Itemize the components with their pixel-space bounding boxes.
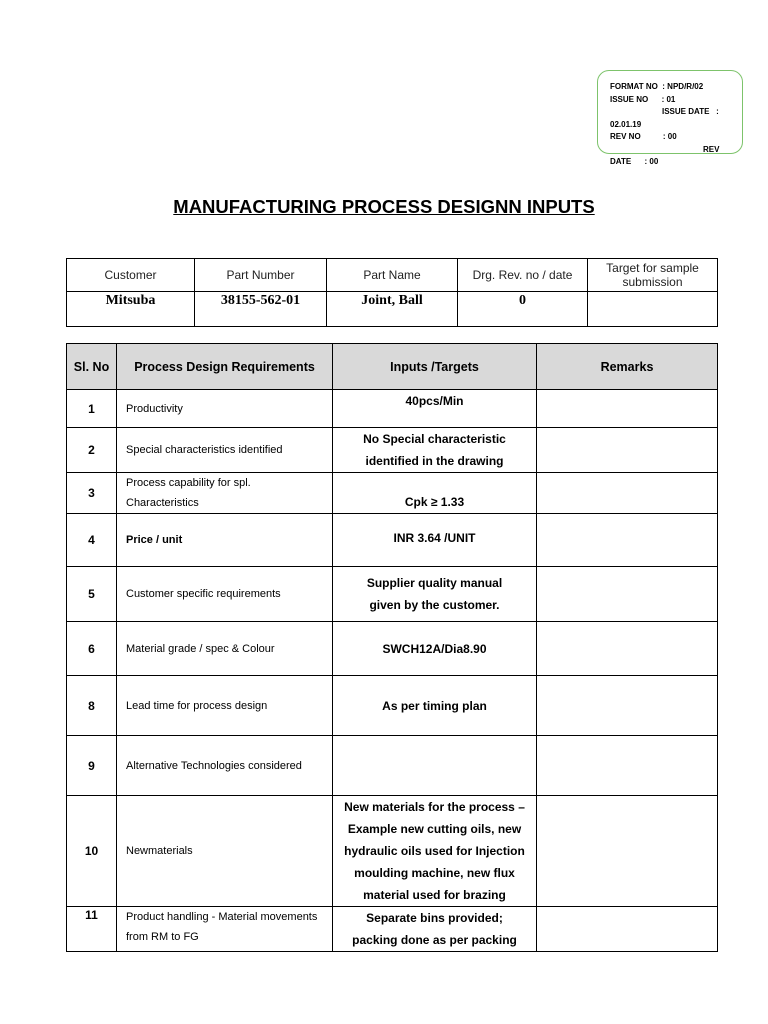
- document-title: MANUFACTURING PROCESS DESIGNN INPUTS: [173, 196, 595, 217]
- rev-no-line: REV NO : 00: [610, 132, 677, 141]
- format-no-line: FORMAT NO : NPD/R/02: [610, 82, 704, 91]
- value-part-number: 38155-562-01: [195, 292, 327, 327]
- row-remarks: [537, 796, 718, 907]
- row-requirement: Price / unit: [117, 514, 333, 567]
- row-remarks: [537, 622, 718, 676]
- value-customer: Mitsuba: [67, 292, 195, 327]
- row-input: Supplier quality manual given by the customer.: [333, 567, 537, 622]
- header-part-name: Part Name: [327, 259, 458, 292]
- row-remarks: [537, 676, 718, 736]
- row-input: SWCH12A/Dia8.90: [333, 622, 537, 676]
- row-requirement: Customer specific requirements: [117, 567, 333, 622]
- row-remarks: [537, 473, 718, 514]
- row-input: As per timing plan: [333, 676, 537, 736]
- customer-info-table: [66, 258, 718, 327]
- row-sl: 4: [67, 514, 117, 567]
- process-design-inputs-table: [66, 343, 718, 952]
- row-sl: 8: [67, 676, 117, 736]
- row-input: INR 3.64 /UNIT: [333, 514, 537, 567]
- main-table-header: [67, 344, 718, 390]
- row-sl: 6: [67, 622, 117, 676]
- table-row: [67, 390, 718, 428]
- row-remarks: [537, 514, 718, 567]
- row-remarks: [537, 567, 718, 622]
- row-remarks: [537, 736, 718, 796]
- row-sl: 1: [67, 390, 117, 428]
- table-row: [67, 676, 718, 736]
- rev-date-value: DATE : 00: [610, 157, 659, 166]
- row-requirement: Product handling - Material movements from RM to FG: [117, 907, 333, 952]
- row-sl: 3: [67, 473, 117, 514]
- row-input: New materials for the process – Example new cutting oils, new hydraulic oils used for Injection moulding machine, new flux material used for brazing: [333, 796, 537, 907]
- row-sl: 11: [67, 907, 117, 952]
- value-part-name: Joint, Ball: [327, 292, 458, 327]
- row-input: [333, 736, 537, 796]
- table-row: [67, 736, 718, 796]
- row-sl: 5: [67, 567, 117, 622]
- document-title-wrapper: [0, 196, 768, 218]
- rev-date-label: REV: [703, 145, 720, 154]
- row-remarks: [537, 390, 718, 428]
- row-requirement: Process capability for spl. Characteristics: [117, 473, 333, 514]
- row-requirement: Productivity: [117, 390, 333, 428]
- value-target-sample: [588, 292, 718, 327]
- header-drg-rev: Drg. Rev. no / date: [458, 259, 588, 292]
- row-requirement: Special characteristics identified: [117, 428, 333, 473]
- row-input: Cpk ≥ 1.33: [333, 473, 537, 514]
- issue-date-label: ISSUE DATE :: [662, 107, 719, 116]
- issue-date-value: 02.01.19: [610, 120, 642, 129]
- row-input: Separate bins provided; packing done as per packing: [333, 907, 537, 952]
- row-input: No Special characteristic identified in the drawing: [333, 428, 537, 473]
- row-sl: 2: [67, 428, 117, 473]
- row-input: 40pcs/Min: [333, 390, 537, 428]
- header-inputs-targets: Inputs /Targets: [333, 344, 537, 390]
- table-row: [67, 796, 718, 907]
- row-requirement: Newmaterials: [117, 796, 333, 907]
- customer-table-header: [67, 259, 718, 292]
- header-target-sample: Target for sample submission: [588, 259, 718, 292]
- table-row: [67, 907, 718, 952]
- row-sl: 10: [67, 796, 117, 907]
- table-row: [67, 428, 718, 473]
- table-row: [67, 567, 718, 622]
- row-sl: 9: [67, 736, 117, 796]
- value-drg-rev: 0: [458, 292, 588, 327]
- row-remarks: [537, 907, 718, 952]
- header-part-number: Part Number: [195, 259, 327, 292]
- table-row: [67, 514, 718, 567]
- row-requirement: Lead time for process design: [117, 676, 333, 736]
- row-requirement: Alternative Technologies considered: [117, 736, 333, 796]
- header-sl-no: Sl. No: [67, 344, 117, 390]
- customer-table-values: [67, 292, 718, 327]
- row-requirement: Material grade / spec & Colour: [117, 622, 333, 676]
- header-customer: Customer: [67, 259, 195, 292]
- table-row: [67, 622, 718, 676]
- header-remarks: Remarks: [537, 344, 718, 390]
- row-remarks: [537, 428, 718, 473]
- issue-no-line: ISSUE NO : 01: [610, 95, 676, 104]
- table-row: [67, 473, 718, 514]
- header-process-design-requirements: Process Design Requirements: [117, 344, 333, 390]
